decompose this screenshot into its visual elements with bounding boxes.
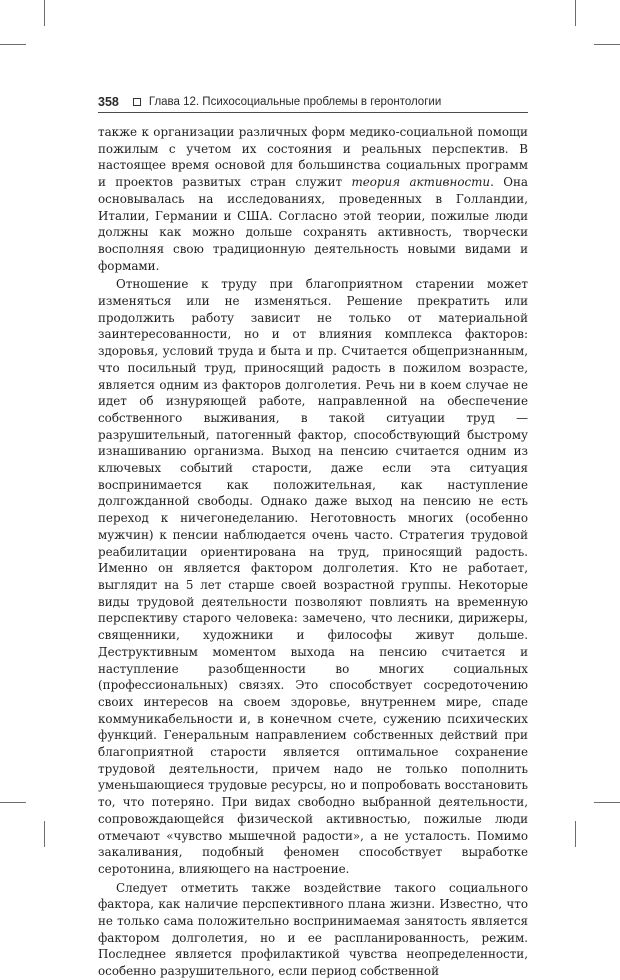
crop-mark-bottom-left-vertical <box>44 821 45 847</box>
paragraph-1-start: также к организации различных форм медико-социальной помощи пожилым с учетом их состояния и реальных перспектив. В настоящее время основой для большинства социальных программ и проектов развитых стран служит <box>98 125 528 190</box>
body-text <box>98 124 528 980</box>
crop-mark-top-right-vertical <box>575 0 576 26</box>
emphasis-term: теория активности <box>351 175 491 190</box>
header-rule <box>98 112 528 113</box>
crop-mark-top-right-horizontal <box>594 44 620 45</box>
running-header <box>98 92 528 112</box>
paragraph-2: Отношение к труду при благоприятном старении может изменяться или не изменяться. Решение прекратить или продолжить работу зависит не только от материальной заинтересованности, но и от влияния комплекса факторов: здоровья, условий труда и быта и пр. Считается общепризнанным, что посильный труд, приносящий радость в пожилом возрасте, является одним из факторов долголетия. Речь ни в коем случае не идет об изнуряющей работе, направленной на обеспечение собственного выживания, в такой ситуации труд — разрушительный, патогенный фактор, способствующий быстрому изнашиванию организма. Выход на пенсию считается одним из ключевых событий старости, даже если эта ситуация воспринимается как положительная, как наступление долгожданной свободы. Однако даже выход на пенсию не есть переход к ничегонеделанию. Неготовность многих (особенно мужчин) к пенсии наблюдается очень часто. Стратегия трудовой реабилитации ориентирована на труд, приносящий радость. Именно он является фактором долголетия. Кто не работает, выглядит на 5 лет старше своей возрастной группы. Некоторые виды трудовой деятельности позволяют повлиять на временную перспективу старого человека: замечено, что лесники, дирижеры, священники, художники и философы живут дольше. Деструктивным моментом выхода на пенсию считается и наступление разобщенности во многих социальных (профессиональных) связях. Это способствует сосредоточению своих интересов на своем здоровье, внутреннем мире, спаде коммуникабельности и, в конечном счете, сужению психических функций. Генеральным направлением собственных действий при благоприятной старости является оптимальное сохранение трудовой деятельности, причем надо не только пополнить уменьшающиеся трудовые ресурсы, но и попробовать восстановить то, что потеряно. При видах свободно выбранной деятельности, сопровождающейся физической активностью, пожилые люди отмечают «чувство мышечной радости», а не усталость. Помимо закаливания, подобный феномен способствует выработке серотонина, влияющего на настроение. <box>98 277 528 876</box>
square-bullet-icon <box>133 98 141 106</box>
paragraph-1 <box>98 124 528 274</box>
paragraph-3: Следует отметить также воздействие такого социального фактора, как наличие перспективного плана жизни. Известно, что не только сама положительно воспринимаемая занятость является фактором долголетия, но и ее распланированность, режим. Последнее является профилактикой чувства неопределенности, особенно разрушительного, если период собственной <box>98 880 528 979</box>
crop-mark-bottom-left-horizontal <box>0 802 26 803</box>
running-title: Глава 12. Психосоциальные проблемы в геронтологии <box>148 96 442 108</box>
paragraph-1-end: . Она основывалась на исследованиях, проведенных в Голландии, Италии, Германии и США. Согласно этой теории, пожилые люди должны как можно дольше сохранять активность, творчески восполняя свою традиционную деятельность новыми видами и формами. <box>98 175 528 273</box>
crop-mark-top-left-horizontal <box>0 44 26 45</box>
page-number: 358 <box>98 95 119 109</box>
crop-mark-top-left-vertical <box>44 0 45 26</box>
crop-mark-bottom-right-vertical <box>575 821 576 847</box>
crop-mark-bottom-right-horizontal <box>594 802 620 803</box>
